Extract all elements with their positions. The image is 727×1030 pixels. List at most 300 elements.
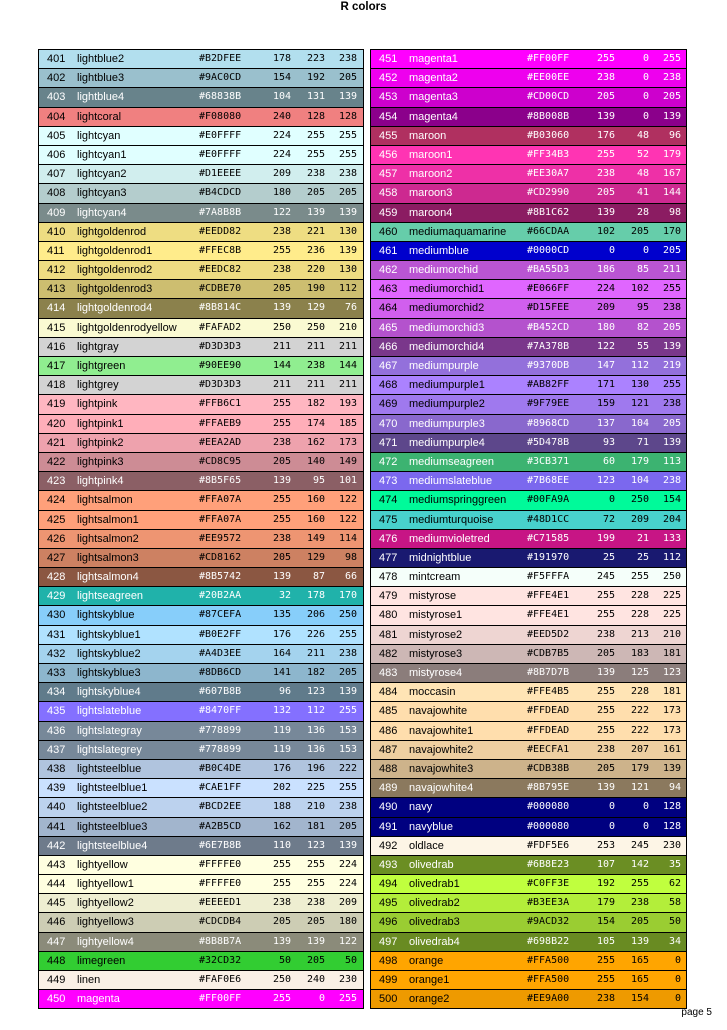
color-name: lightcyan — [77, 129, 121, 142]
color-blue-value: 139 — [662, 436, 681, 448]
color-green-value: 226 — [306, 628, 325, 640]
color-red-value: 119 — [272, 743, 291, 755]
color-number: 459 — [379, 206, 398, 219]
color-green-value: 129 — [306, 551, 325, 563]
color-name: magenta — [77, 993, 120, 1006]
color-red-value: 139 — [272, 302, 291, 314]
color-blue-value: 122 — [338, 494, 357, 506]
color-red-value: 180 — [272, 187, 291, 199]
color-blue-value: 139 — [662, 762, 681, 774]
color-name: lightcyan2 — [77, 168, 127, 181]
color-blue-value: 238 — [662, 302, 681, 314]
color-row — [370, 223, 687, 242]
color-name: lightgoldenrod4 — [77, 302, 153, 315]
color-blue-value: 211 — [338, 340, 357, 352]
color-hex: #6E7B8B — [199, 839, 242, 851]
color-hex: #7A378B — [527, 340, 570, 352]
color-hex: #7A8B8B — [199, 206, 242, 218]
color-green-value: 255 — [306, 148, 325, 160]
color-number: 462 — [379, 264, 398, 277]
color-hex: #D1EEEE — [199, 168, 242, 180]
color-number: 422 — [47, 455, 66, 468]
color-number: 423 — [47, 475, 66, 488]
color-red-value: 102 — [596, 225, 615, 237]
page-title: R colors — [340, 1, 387, 13]
color-row — [38, 395, 364, 414]
color-name: mistyrose3 — [409, 647, 463, 660]
color-number: 435 — [47, 705, 66, 718]
color-red-value: 255 — [272, 513, 291, 525]
color-green-value: 207 — [630, 743, 649, 755]
color-green-value: 87 — [312, 571, 325, 583]
color-row — [370, 108, 687, 127]
color-blue-value: 122 — [338, 513, 357, 525]
color-name: navajowhite — [409, 705, 468, 718]
color-blue-value: 161 — [662, 743, 681, 755]
color-green-value: 190 — [306, 283, 325, 295]
color-green-value: 139 — [630, 935, 649, 947]
color-red-value: 139 — [596, 782, 615, 794]
color-name: mediumorchid3 — [409, 321, 485, 334]
color-green-value: 220 — [306, 264, 325, 276]
color-number: 409 — [47, 206, 66, 219]
color-hex: #66CDAA — [527, 225, 570, 237]
color-blue-value: 123 — [662, 667, 681, 678]
color-number: 495 — [379, 897, 398, 910]
color-hex: #F5FFFA — [527, 571, 570, 583]
color-hex: #FFDEAD — [527, 705, 570, 717]
color-name: mediumpurple1 — [409, 379, 485, 392]
color-hex: #FF00FF — [527, 53, 570, 64]
color-blue-value: 193 — [338, 398, 357, 410]
color-number: 449 — [47, 974, 66, 986]
color-row — [38, 491, 364, 510]
color-row — [38, 261, 364, 280]
color-row — [38, 223, 364, 242]
color-number: 415 — [47, 321, 66, 334]
color-green-value: 102 — [630, 283, 649, 295]
color-red-value: 255 — [596, 53, 615, 64]
color-green-value: 255 — [306, 129, 325, 141]
color-green-value: 255 — [630, 878, 649, 890]
color-red-value: 110 — [272, 839, 291, 851]
color-green-value: 121 — [630, 782, 649, 794]
color-row — [370, 971, 687, 990]
color-hex: #EEEED1 — [199, 897, 242, 909]
color-name: mediumorchid2 — [409, 302, 485, 315]
color-number: 451 — [379, 53, 398, 65]
color-number: 460 — [379, 225, 398, 238]
color-name: lightsteelblue3 — [77, 820, 148, 833]
color-name: lightgoldenrodyellow — [77, 321, 177, 334]
color-green-value: 0 — [642, 53, 649, 64]
color-green-value: 154 — [630, 993, 649, 1005]
color-red-value: 255 — [272, 398, 291, 410]
color-name: lightgoldenrod3 — [77, 283, 153, 296]
color-row — [370, 69, 687, 88]
color-red-value: 132 — [272, 705, 291, 717]
color-blue-value: 0 — [674, 954, 681, 966]
color-number: 440 — [47, 801, 66, 814]
color-blue-value: 205 — [662, 321, 681, 333]
color-name: lightsalmon2 — [77, 532, 139, 545]
color-blue-value: 62 — [668, 878, 681, 890]
color-name: lightpink — [77, 398, 118, 411]
color-name: maroon2 — [409, 168, 453, 181]
color-row — [38, 127, 364, 146]
color-blue-value: 114 — [338, 532, 357, 544]
color-row — [370, 88, 687, 107]
color-number: 438 — [47, 762, 66, 775]
color-hex: #8B1C62 — [527, 206, 570, 218]
color-row — [370, 856, 687, 875]
color-number: 428 — [47, 571, 66, 584]
color-name: lightyellow1 — [77, 878, 134, 891]
color-green-value: 160 — [306, 513, 325, 525]
color-hex: #FAF0E6 — [199, 974, 242, 985]
color-red-value: 238 — [272, 532, 291, 544]
color-red-value: 0 — [608, 820, 615, 832]
color-number: 481 — [379, 628, 398, 641]
color-blue-value: 50 — [668, 916, 681, 928]
color-hex: #D3D3D3 — [199, 340, 242, 352]
color-number: 467 — [379, 360, 398, 372]
color-red-value: 205 — [272, 455, 291, 467]
color-row — [370, 818, 687, 837]
color-green-value: 95 — [636, 302, 649, 314]
color-green-value: 222 — [630, 724, 649, 736]
color-name: lightsteelblue4 — [77, 839, 148, 852]
color-number: 448 — [47, 954, 66, 967]
color-name: navajowhite4 — [409, 782, 474, 795]
color-hex: #D3D3D3 — [199, 379, 242, 391]
color-name: lightcyan1 — [77, 148, 127, 161]
color-blue-value: 238 — [338, 168, 357, 180]
color-blue-value: 128 — [662, 820, 681, 832]
color-red-value: 137 — [596, 417, 615, 429]
color-red-value: 255 — [596, 724, 615, 736]
color-blue-value: 225 — [662, 609, 681, 621]
color-blue-value: 255 — [338, 782, 357, 794]
color-green-value: 104 — [630, 417, 649, 429]
color-blue-value: 238 — [662, 72, 681, 84]
color-hex: #7B68EE — [527, 475, 570, 487]
color-red-value: 205 — [596, 647, 615, 659]
color-number: 404 — [47, 110, 66, 123]
color-name: lightblue3 — [77, 72, 125, 85]
color-red-value: 188 — [272, 801, 291, 813]
color-red-value: 255 — [272, 494, 291, 506]
color-row — [38, 952, 364, 971]
color-red-value: 209 — [596, 302, 615, 314]
color-name: lightsteelblue2 — [77, 801, 148, 814]
color-name: lightgoldenrod2 — [77, 264, 153, 277]
color-red-value: 180 — [596, 321, 615, 333]
color-green-value: 25 — [636, 551, 649, 563]
color-hex: #191970 — [527, 551, 570, 563]
color-number: 426 — [47, 532, 66, 545]
color-red-value: 107 — [596, 858, 615, 870]
color-hex: #EE30A7 — [527, 168, 570, 180]
color-hex: #FFE4B5 — [527, 686, 570, 698]
color-green-value: 121 — [630, 398, 649, 410]
color-number: 466 — [379, 340, 398, 353]
color-blue-value: 255 — [662, 283, 681, 295]
color-blue-value: 238 — [338, 801, 357, 813]
color-number: 425 — [47, 513, 66, 526]
color-row — [370, 933, 687, 952]
color-green-value: 104 — [630, 475, 649, 487]
color-red-value: 255 — [272, 878, 291, 890]
color-blue-value: 149 — [338, 455, 357, 467]
color-number: 432 — [47, 647, 66, 660]
color-name: magenta1 — [409, 53, 458, 65]
color-name: mediumseagreen — [409, 455, 494, 468]
color-number: 493 — [379, 858, 398, 871]
color-hex: #B0C4DE — [199, 762, 242, 774]
color-row — [370, 280, 687, 299]
color-name: oldlace — [409, 839, 444, 852]
color-green-value: 129 — [306, 302, 325, 314]
color-name: lightslateblue — [77, 705, 142, 718]
color-name: lightpink1 — [77, 417, 124, 430]
color-green-value: 210 — [306, 801, 325, 813]
color-name: mediumturquoise — [409, 513, 494, 526]
color-red-value: 50 — [278, 954, 291, 966]
color-hex: #9370DB — [527, 360, 570, 371]
color-number: 429 — [47, 590, 66, 603]
color-hex: #FF00FF — [199, 993, 242, 1005]
color-number: 437 — [47, 743, 66, 756]
color-number: 406 — [47, 148, 66, 161]
color-hex: #FFA500 — [527, 954, 570, 966]
color-red-value: 224 — [596, 283, 615, 295]
color-blue-value: 230 — [662, 839, 681, 851]
page-number: page 5 — [681, 1007, 712, 1018]
color-number: 458 — [379, 187, 398, 200]
color-row — [370, 894, 687, 913]
color-name: navajowhite3 — [409, 762, 474, 775]
color-row — [370, 434, 687, 453]
color-row — [370, 549, 687, 568]
color-green-value: 238 — [630, 897, 649, 909]
color-green-value: 28 — [636, 206, 649, 218]
color-row — [38, 511, 364, 530]
color-row — [370, 319, 687, 338]
color-row — [38, 779, 364, 798]
color-hex: #BCD2EE — [199, 801, 242, 813]
color-number: 411 — [47, 244, 65, 257]
color-name: mediumaquamarine — [409, 225, 507, 238]
color-hex: #EED5D2 — [527, 628, 570, 640]
color-green-value: 211 — [306, 647, 325, 659]
color-hex: #00FA9A — [527, 494, 570, 506]
color-row — [370, 511, 687, 530]
color-green-value: 123 — [306, 686, 325, 698]
color-row — [370, 741, 687, 760]
color-blue-value: 209 — [338, 897, 357, 909]
color-name: magenta3 — [409, 91, 458, 104]
color-row — [370, 606, 687, 625]
color-number: 417 — [47, 360, 66, 372]
color-hex: #CD8162 — [199, 551, 242, 563]
color-number: 412 — [47, 264, 66, 277]
color-green-value: 205 — [306, 916, 325, 928]
color-green-value: 139 — [306, 935, 325, 947]
color-blue-value: 205 — [662, 417, 681, 429]
color-blue-value: 255 — [662, 53, 681, 64]
color-green-value: 0 — [642, 801, 649, 813]
color-number: 421 — [47, 436, 66, 449]
color-number: 483 — [379, 667, 398, 679]
color-number: 403 — [47, 91, 66, 104]
color-red-value: 139 — [272, 571, 291, 583]
color-row — [38, 453, 364, 472]
color-green-value: 205 — [306, 187, 325, 199]
color-blue-value: 144 — [662, 187, 681, 199]
color-row — [370, 491, 687, 510]
color-blue-value: 50 — [344, 954, 357, 966]
color-row — [38, 722, 364, 741]
color-name: navyblue — [409, 820, 454, 833]
color-red-value: 250 — [272, 974, 291, 985]
color-green-value: 136 — [306, 724, 325, 736]
color-hex: #CD2990 — [527, 187, 570, 199]
color-green-value: 48 — [636, 129, 649, 141]
color-hex: #87CEFA — [199, 609, 242, 621]
color-blue-value: 205 — [338, 820, 357, 832]
color-blue-value: 255 — [338, 148, 357, 160]
color-hex: #6B8E23 — [527, 858, 570, 870]
color-green-value: 52 — [636, 148, 649, 160]
color-red-value: 245 — [596, 571, 615, 583]
color-red-value: 164 — [272, 647, 291, 659]
color-blue-value: 167 — [662, 168, 681, 180]
color-hex: #778899 — [199, 743, 242, 755]
color-red-value: 179 — [596, 897, 615, 909]
color-hex: #C0FF3E — [527, 878, 570, 890]
color-name: mistyrose — [409, 590, 457, 603]
color-blue-value: 101 — [338, 475, 357, 487]
color-red-value: 238 — [272, 436, 291, 448]
color-hex: #8B5742 — [199, 571, 242, 583]
color-green-value: 228 — [630, 609, 649, 621]
color-red-value: 72 — [602, 513, 615, 525]
color-hex: #B0E2FF — [199, 628, 242, 640]
color-blue-value: 211 — [662, 264, 681, 276]
color-red-value: 199 — [596, 532, 615, 544]
color-row — [38, 88, 364, 107]
color-blue-value: 211 — [338, 379, 357, 391]
color-blue-value: 139 — [338, 244, 357, 256]
color-red-value: 238 — [272, 225, 291, 237]
color-hex: #8B8B7A — [199, 935, 242, 947]
color-blue-value: 0 — [674, 974, 681, 985]
color-green-value: 165 — [630, 974, 649, 985]
color-green-value: 125 — [630, 667, 649, 678]
color-green-value: 245 — [630, 839, 649, 851]
color-row — [38, 837, 364, 856]
color-blue-value: 139 — [338, 91, 357, 103]
color-name: olivedrab1 — [409, 878, 460, 891]
color-row — [370, 50, 687, 69]
color-number: 410 — [47, 225, 66, 238]
color-name: lightskyblue2 — [77, 647, 141, 660]
color-name: lightgrey — [77, 379, 119, 392]
color-hex: #607B8B — [199, 686, 242, 698]
color-red-value: 255 — [596, 705, 615, 717]
color-blue-value: 205 — [662, 244, 681, 256]
color-row — [38, 760, 364, 779]
color-hex: #CDCDB4 — [199, 916, 242, 928]
color-blue-value: 255 — [338, 705, 357, 717]
color-name: olivedrab — [409, 858, 454, 871]
color-number: 468 — [379, 379, 398, 392]
color-row — [38, 856, 364, 875]
color-hex: #FFA07A — [199, 513, 242, 525]
color-row — [38, 242, 364, 261]
color-blue-value: 34 — [668, 935, 681, 947]
color-blue-value: 66 — [344, 571, 357, 583]
color-hex: #8968CD — [527, 417, 570, 429]
color-number: 474 — [379, 494, 398, 507]
color-name: maroon — [409, 129, 447, 142]
color-number: 477 — [379, 551, 398, 564]
color-blue-value: 255 — [662, 379, 681, 391]
color-row — [38, 645, 364, 664]
color-green-value: 160 — [306, 494, 325, 506]
color-green-value: 205 — [630, 225, 649, 237]
color-number: 441 — [47, 820, 66, 833]
color-green-value: 21 — [636, 532, 649, 544]
color-name: lightgoldenrod1 — [77, 244, 153, 257]
color-row — [38, 702, 364, 721]
color-green-value: 255 — [306, 878, 325, 890]
color-blue-value: 98 — [668, 206, 681, 218]
color-hex: #B2DFEE — [199, 53, 242, 64]
color-row — [370, 798, 687, 817]
color-number: 497 — [379, 935, 398, 948]
color-blue-value: 94 — [668, 782, 681, 794]
color-row — [370, 837, 687, 856]
color-number: 452 — [379, 72, 398, 85]
color-name: orange — [409, 954, 444, 967]
color-name: limegreen — [77, 954, 126, 967]
color-green-value: 181 — [306, 820, 325, 832]
color-number: 407 — [47, 168, 66, 181]
color-green-value: 136 — [306, 743, 325, 755]
color-hex: #8DB6CD — [199, 667, 242, 678]
color-green-value: 179 — [630, 762, 649, 774]
color-row — [38, 165, 364, 184]
color-name: lightsalmon1 — [77, 513, 139, 526]
color-hex: #3CB371 — [527, 455, 570, 467]
color-name: orange1 — [409, 974, 450, 986]
color-row — [370, 760, 687, 779]
color-green-value: 211 — [306, 379, 325, 391]
color-hex: #B3EE3A — [527, 897, 570, 909]
color-red-value: 139 — [596, 206, 615, 218]
color-red-value: 186 — [596, 264, 615, 276]
color-name: mistyrose1 — [409, 609, 463, 622]
color-green-value: 174 — [306, 417, 325, 429]
color-hex: #F08080 — [199, 110, 242, 122]
color-number: 485 — [379, 705, 398, 718]
color-red-value: 250 — [272, 321, 291, 333]
color-blue-value: 210 — [338, 321, 357, 333]
color-hex: #0000CD — [527, 244, 570, 256]
color-red-value: 176 — [596, 129, 615, 141]
